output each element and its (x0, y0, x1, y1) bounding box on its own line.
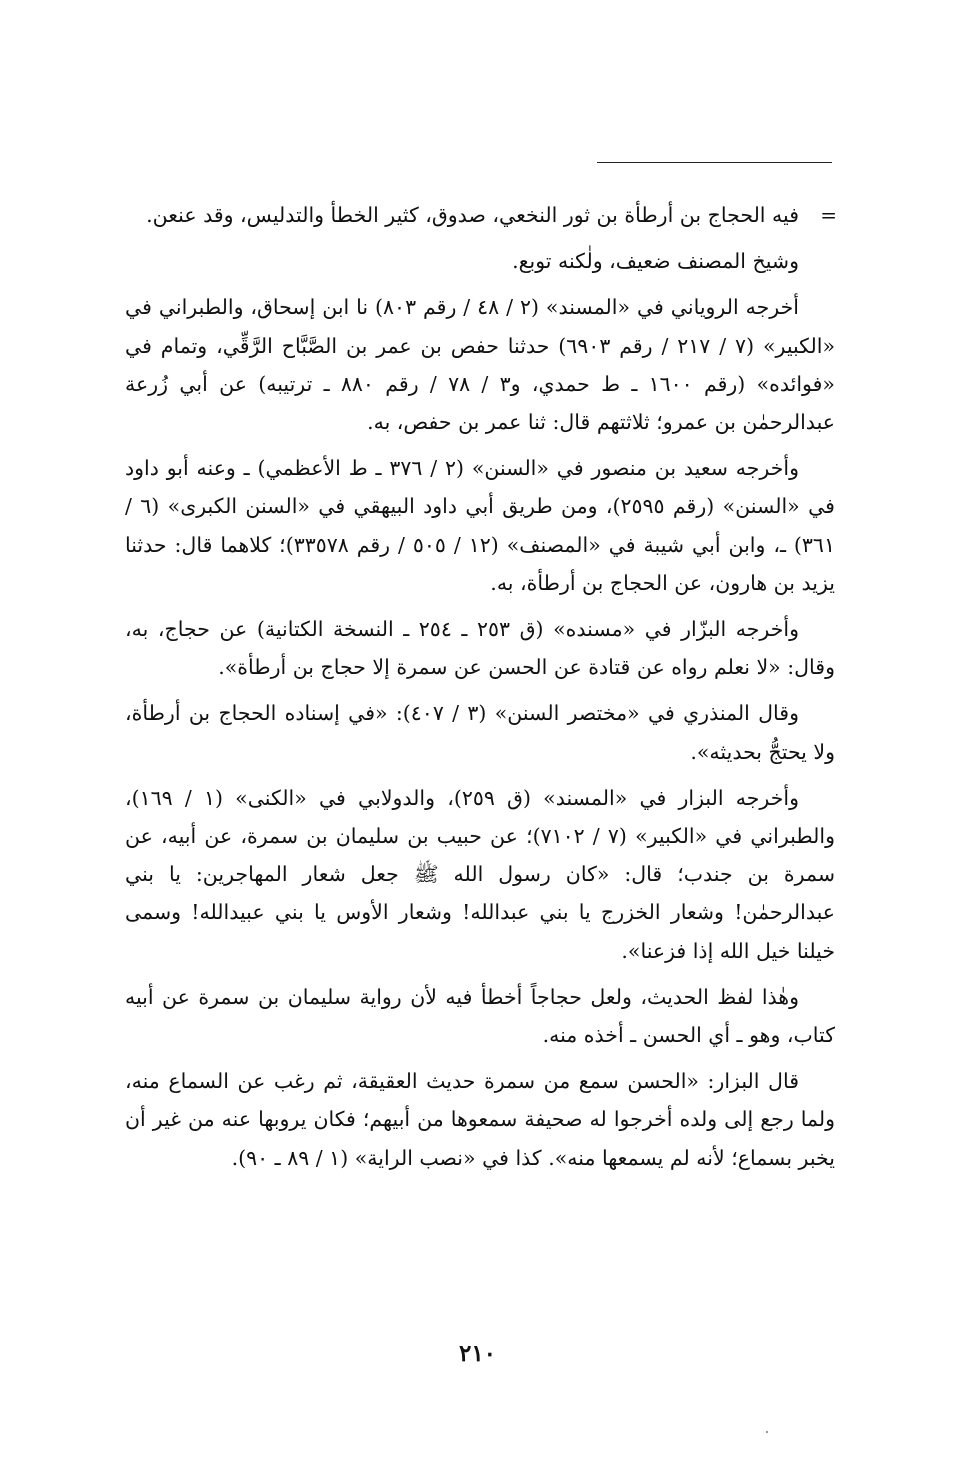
page-number: ٢١٠ (458, 1340, 497, 1367)
footnote-paragraph-5: وأخرجه البزّار في «مسنده» (ق ٢٥٣ ـ ٢٥٤ ـ النسخة الكتانية) عن حجاج، به، وقال: «لا نعلم رواه عن قتادة عن الحسن عن سمرة إلا حجاج بن أرطأة». (125, 617, 835, 680)
footnote-paragraph-6: وقال المنذري في «مختصر السنن» (٣ / ٤٠٧): «في إسناده الحجاج بن أرطأة، ولا يحتجُّ بحديثه». (125, 701, 835, 764)
continuation-mark: = (820, 203, 837, 227)
footnote-paragraph-2: وشيخ المصنف ضعيف، ولٰكنه توبع. (512, 249, 799, 274)
footnote-paragraph-3: أخرجه الروياني في «المسند» (٢ / ٤٨ / رقم ٨٠٣) نا ابن إسحاق، والطبراني في «الكبير» (٧ / ٢١٧ / رقم ٦٩٠٣) حدثنا حفص بن عمر بن الصَّبَّاح الرَّقِّي، وتمام في «فوائده» (رقم ١٦٠٠ ـ ط حمدي، و٣ / ٧٨ / رقم ٨٨٠ ـ ترتيبه) عن أبي زُرعة عبدالرحمٰن بن عمرو؛ ثلاثتهم قال: ثنا عمر بن حفص، به. (125, 295, 835, 435)
footnote-paragraph-1 (125, 196, 835, 234)
footnote-separator-line (597, 162, 832, 163)
footnote-paragraph-4: وأخرجه سعيد بن منصور في «السنن» (٢ / ٣٧٦ ـ ط الأعظمي) ـ وعنه أبو داود في «السنن» (رقم ٢٥٩٥)، ومن طريق أبي داود البيهقي في «السنن الكبرى» (٦ / ٣٦١) ـ، وابن أبي شيبة في «المصنف» (١٢ / ٥٠٥ / رقم ٣٣٥٧٨)؛ كلاهما قال: حدثنا يزيد بن هارون، عن الحجاج بن أرطأة، به. (125, 456, 835, 595)
footnote-paragraph-1-text: فيه الحجاج بن أرطأة بن ثور النخعي، صدوق، كثير الخطأ والتدليس، وقد عنعن. (146, 203, 799, 227)
scan-speck (766, 1431, 768, 1433)
footnote-paragraph-9: قال البزار: «الحسن سمع من سمرة حديث العقيقة، ثم رغب عن السماع منه، ولما رجع إلى ولده أخرجوا له صحيفة سمعوها من أبيهم؛ فكان يروبها عنه من غير أن يخبر بسماع؛ لأنه لم يسمعها منه». كذا في «نصب الراية» (١ / ٨٩ ـ ٩٠). (125, 1069, 835, 1170)
footnote-paragraph-8: وهٰذا لفظ الحديث، ولعل حجاجاً أخطأ فيه لأن رواية سليمان بن سمرة عن أبيه كتاب، وهو ـ أي الحسن ـ أخذه منه. (125, 984, 835, 1048)
footnote-text-block (125, 196, 835, 1185)
footnote-paragraph-7: وأخرجه البزار في «المسند» (ق ٢٥٩)، والدولابي في «الكنى» (١ / ١٦٩)، والطبراني في «الكبير» (٧ / ٧١٠٢)؛ عن حبيب بن سليمان بن سمرة، عن أبيه، عن سمرة بن جندب؛ قال: «كان رسول الله ﷺ جعل شعار المهاجرين: يا بني عبدالرحمٰن! وشعار الخزرج يا بني عبدالله! وشعار الأوس يا بني عبيدالله! وسمى خيلنا خيل الله إذا فزعنا». (125, 785, 835, 963)
